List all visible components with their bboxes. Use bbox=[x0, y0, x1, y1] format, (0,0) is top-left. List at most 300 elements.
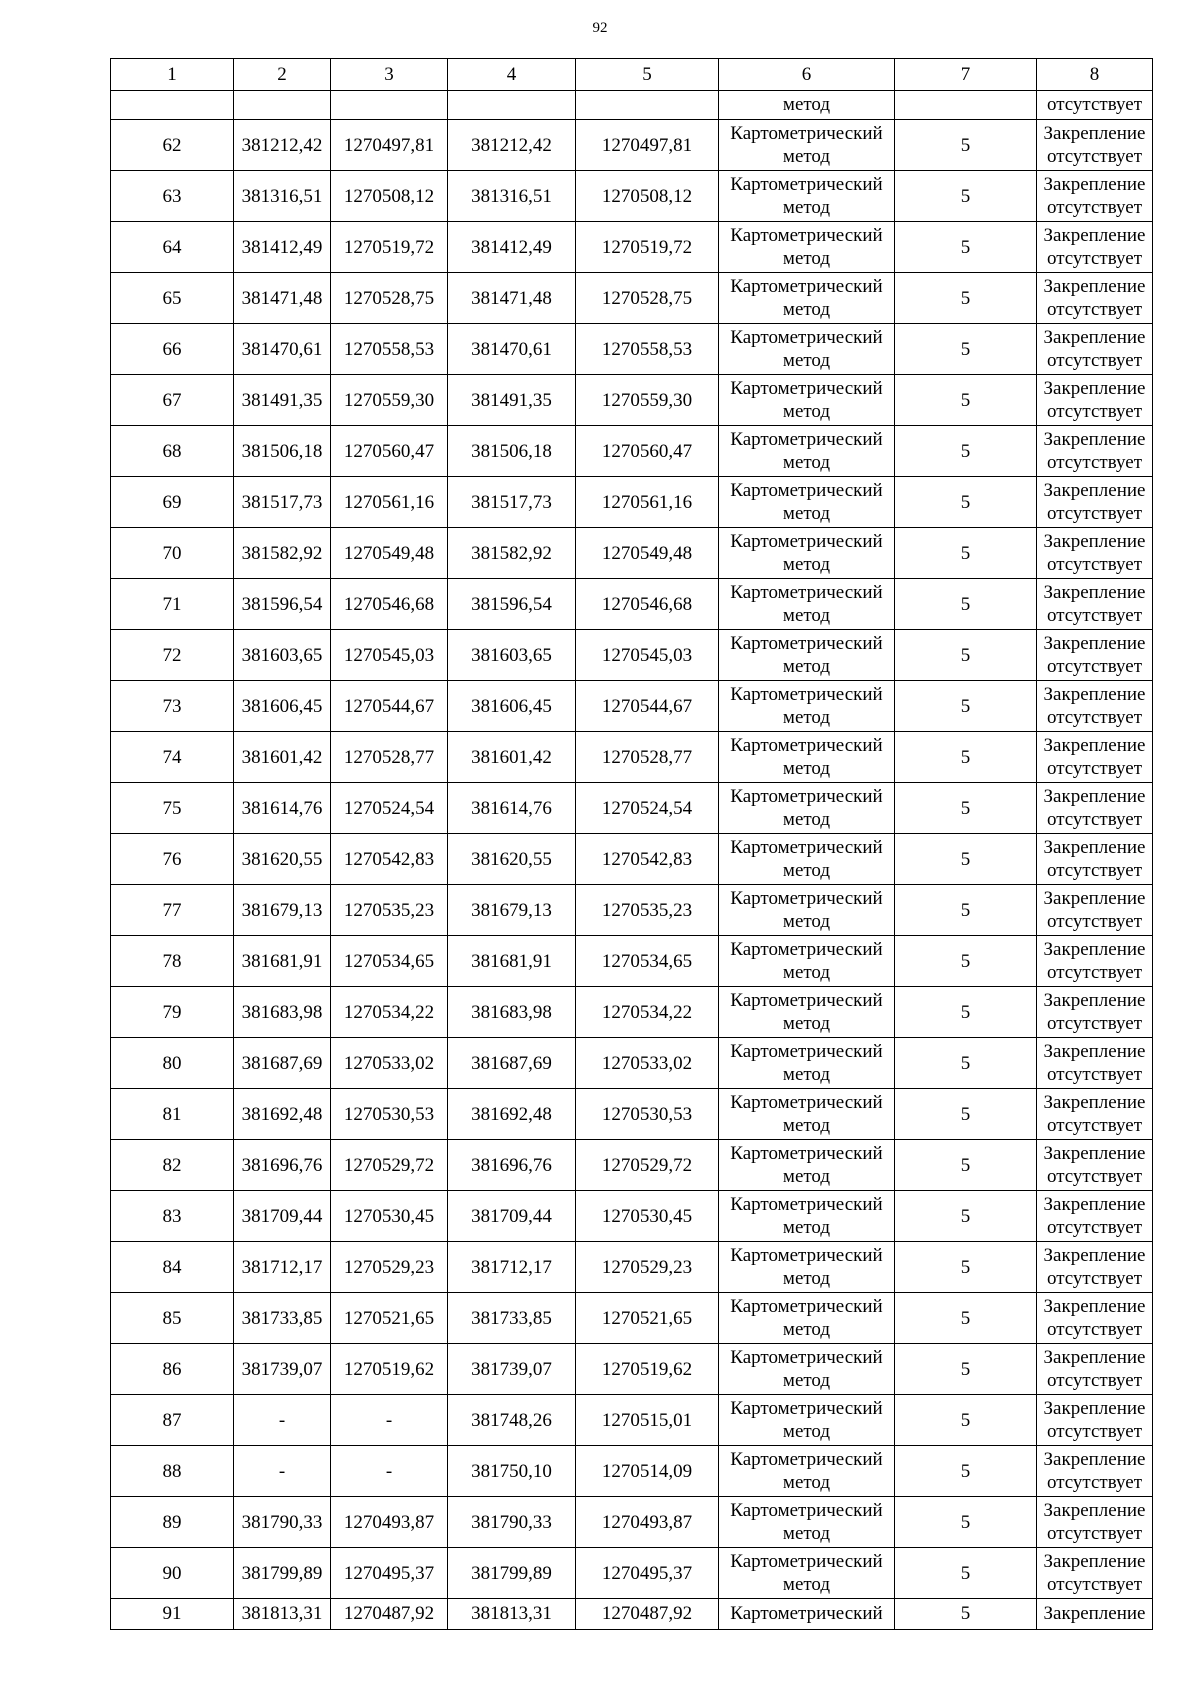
method-cell-line-2: метод bbox=[782, 1472, 831, 1493]
existing-x-cell: 381799,89 bbox=[234, 1548, 331, 1599]
table-cell bbox=[576, 91, 719, 120]
existing-y-cell: 1270534,22 bbox=[331, 987, 448, 1038]
table-row bbox=[111, 783, 1153, 834]
accuracy-cell: 5 bbox=[895, 1344, 1037, 1395]
point-number-cell: 84 bbox=[111, 1242, 234, 1293]
method-cell bbox=[719, 1140, 895, 1191]
point-number-cell: 66 bbox=[111, 324, 234, 375]
point-number-cell: 82 bbox=[111, 1140, 234, 1191]
fixation-cell bbox=[1037, 375, 1153, 426]
method-cell bbox=[719, 324, 895, 375]
fixation-cell-line-2: отсутствует bbox=[1046, 248, 1143, 269]
fixation-cell bbox=[1037, 1242, 1153, 1293]
existing-x-cell: 381471,48 bbox=[234, 273, 331, 324]
method-cell-line-1: Картометрический bbox=[730, 480, 883, 501]
column-header: 8 bbox=[1037, 59, 1153, 91]
fixation-cell-line-2: отсутствует bbox=[1046, 197, 1143, 218]
new-y-cell: 1270530,45 bbox=[576, 1191, 719, 1242]
fixation-cell bbox=[1037, 1191, 1153, 1242]
point-number-cell: 77 bbox=[111, 885, 234, 936]
column-header: 7 bbox=[895, 59, 1037, 91]
table-row bbox=[111, 579, 1153, 630]
new-x-cell: 381687,69 bbox=[448, 1038, 576, 1089]
method-cell bbox=[719, 834, 895, 885]
method-cell-line-2: метод bbox=[782, 503, 831, 524]
table-cell bbox=[331, 91, 448, 120]
new-x-cell: 381679,13 bbox=[448, 885, 576, 936]
accuracy-cell: 5 bbox=[895, 1497, 1037, 1548]
method-cell-line-2: метод bbox=[782, 299, 831, 320]
table-row bbox=[111, 732, 1153, 783]
new-x-cell: 381748,26 bbox=[448, 1395, 576, 1446]
method-cell bbox=[719, 1242, 895, 1293]
method-cell-line-1: Картометрический bbox=[730, 531, 883, 552]
table-row bbox=[111, 1038, 1153, 1089]
existing-x-cell: 381517,73 bbox=[234, 477, 331, 528]
fixation-cell bbox=[1037, 885, 1153, 936]
point-number-cell: 70 bbox=[111, 528, 234, 579]
new-x-cell: 381620,55 bbox=[448, 834, 576, 885]
accuracy-cell: 5 bbox=[895, 477, 1037, 528]
existing-y-cell: 1270524,54 bbox=[331, 783, 448, 834]
method-cell bbox=[719, 885, 895, 936]
method-cell-line-2: метод bbox=[782, 1064, 831, 1085]
fixation-cell bbox=[1037, 1497, 1153, 1548]
new-x-cell: 381601,42 bbox=[448, 732, 576, 783]
table-row bbox=[111, 1089, 1153, 1140]
method-cell-line-1: Картометрический bbox=[730, 1347, 883, 1368]
new-y-cell: 1270558,53 bbox=[576, 324, 719, 375]
fixation-cell-line-1: Закрепление bbox=[1043, 1449, 1146, 1470]
fixation-cell-line-1: Закрепление bbox=[1043, 1500, 1146, 1521]
method-cell-line-2: метод bbox=[782, 1319, 831, 1340]
new-x-cell: 381603,65 bbox=[448, 630, 576, 681]
accuracy-cell: 5 bbox=[895, 834, 1037, 885]
accuracy-cell: 5 bbox=[895, 171, 1037, 222]
method-cell bbox=[719, 987, 895, 1038]
method-cell-line-1: Картометрический bbox=[730, 1245, 883, 1266]
method-cell bbox=[719, 1395, 895, 1446]
table-row bbox=[111, 120, 1153, 171]
method-cell bbox=[719, 477, 895, 528]
new-x-cell: 381491,35 bbox=[448, 375, 576, 426]
fixation-cell bbox=[1037, 324, 1153, 375]
fixation-cell bbox=[1037, 1038, 1153, 1089]
accuracy-cell: 5 bbox=[895, 579, 1037, 630]
method-cell bbox=[719, 1446, 895, 1497]
method-cell-line-2: метод bbox=[782, 146, 831, 167]
fixation-cell bbox=[1037, 681, 1153, 732]
fixation-cell-line-1: Закрепление bbox=[1043, 582, 1146, 603]
new-y-cell: 1270529,23 bbox=[576, 1242, 719, 1293]
table-row bbox=[111, 171, 1153, 222]
method-cell bbox=[719, 1497, 895, 1548]
new-x-cell: 381212,42 bbox=[448, 120, 576, 171]
method-cell bbox=[719, 936, 895, 987]
accuracy-cell: 5 bbox=[895, 1038, 1037, 1089]
new-y-cell: 1270549,48 bbox=[576, 528, 719, 579]
accuracy-cell: 5 bbox=[895, 681, 1037, 732]
fixation-cell-line-2: отсутствует bbox=[1046, 401, 1143, 422]
fixation-cell bbox=[1037, 732, 1153, 783]
point-number-cell: 80 bbox=[111, 1038, 234, 1089]
existing-x-cell: 381603,65 bbox=[234, 630, 331, 681]
fixation-cell-line-2: отсутствует bbox=[1046, 1064, 1143, 1085]
existing-y-cell: 1270533,02 bbox=[331, 1038, 448, 1089]
point-number-cell: 62 bbox=[111, 120, 234, 171]
fixation-cell-line-2: отсутствует bbox=[1046, 452, 1143, 473]
existing-x-cell: 381813,31 bbox=[234, 1599, 331, 1630]
method-cell-line-1: Картометрический bbox=[730, 1041, 883, 1062]
new-y-cell: 1270497,81 bbox=[576, 120, 719, 171]
existing-y-cell: 1270528,77 bbox=[331, 732, 448, 783]
fixation-cell-line-2: отсутствует bbox=[1046, 656, 1143, 677]
method-cell-line-1: Картометрический bbox=[730, 1398, 883, 1419]
existing-y-cell: 1270560,47 bbox=[331, 426, 448, 477]
accuracy-cell: 5 bbox=[895, 885, 1037, 936]
fixation-cell-line-1: Закрепление bbox=[1043, 531, 1146, 552]
method-cell-line-1: Картометрический bbox=[730, 990, 883, 1011]
accuracy-cell: 5 bbox=[895, 1140, 1037, 1191]
existing-x-cell: 381687,69 bbox=[234, 1038, 331, 1089]
accuracy-cell: 5 bbox=[895, 1242, 1037, 1293]
point-number-cell: 64 bbox=[111, 222, 234, 273]
new-x-cell: 381681,91 bbox=[448, 936, 576, 987]
accuracy-cell: 5 bbox=[895, 1191, 1037, 1242]
existing-y-cell: 1270559,30 bbox=[331, 375, 448, 426]
point-number-cell: 86 bbox=[111, 1344, 234, 1395]
fixation-cell bbox=[1037, 1089, 1153, 1140]
existing-y-cell: 1270529,72 bbox=[331, 1140, 448, 1191]
fixation-cell-line-1: Закрепление bbox=[1043, 1347, 1146, 1368]
existing-y-cell: 1270534,65 bbox=[331, 936, 448, 987]
method-cell-line-2: метод bbox=[782, 350, 831, 371]
fixation-cell-line-1: Закрепление bbox=[1043, 990, 1146, 1011]
method-cell-line-2: метод bbox=[782, 809, 831, 830]
existing-x-cell: 381582,92 bbox=[234, 528, 331, 579]
fixation-cell-line-2: отсутствует bbox=[1046, 707, 1143, 728]
method-cell bbox=[719, 1548, 895, 1599]
point-number-cell: 67 bbox=[111, 375, 234, 426]
new-x-cell: 381470,61 bbox=[448, 324, 576, 375]
fixation-cell-line-1: Закрепление bbox=[1043, 888, 1146, 909]
accuracy-cell: 5 bbox=[895, 222, 1037, 273]
coordinates-table bbox=[110, 58, 1153, 1630]
table-row bbox=[111, 630, 1153, 681]
new-y-cell: 1270534,22 bbox=[576, 987, 719, 1038]
fixation-cell: Закрепление bbox=[1037, 1599, 1153, 1630]
point-number-cell: 75 bbox=[111, 783, 234, 834]
new-y-cell: 1270524,54 bbox=[576, 783, 719, 834]
fixation-cell-line-2: отсутствует bbox=[1046, 1421, 1143, 1442]
table-row bbox=[111, 885, 1153, 936]
new-x-cell: 381606,45 bbox=[448, 681, 576, 732]
fixation-cell: отсутствует bbox=[1037, 91, 1153, 120]
fixation-cell-line-1: Закрепление bbox=[1043, 684, 1146, 705]
fixation-cell-line-2: отсутствует bbox=[1046, 1472, 1143, 1493]
method-cell bbox=[719, 120, 895, 171]
method-cell-line-2: метод bbox=[782, 1574, 831, 1595]
existing-y-cell: 1270530,53 bbox=[331, 1089, 448, 1140]
method-cell bbox=[719, 222, 895, 273]
fixation-cell-line-2: отсутствует bbox=[1046, 1013, 1143, 1034]
column-header: 1 bbox=[111, 59, 234, 91]
method-cell-line-1: Картометрический bbox=[730, 1449, 883, 1470]
existing-y-cell: 1270528,75 bbox=[331, 273, 448, 324]
method-cell bbox=[719, 1344, 895, 1395]
method-cell-line-2: метод bbox=[782, 248, 831, 269]
method-cell-line-1: Картометрический bbox=[730, 582, 883, 603]
new-y-cell: 1270515,01 bbox=[576, 1395, 719, 1446]
point-number-cell: 78 bbox=[111, 936, 234, 987]
existing-x-cell: - bbox=[234, 1446, 331, 1497]
fixation-cell-line-1: Закрепление bbox=[1043, 1143, 1146, 1164]
table-row bbox=[111, 1395, 1153, 1446]
fixation-cell bbox=[1037, 834, 1153, 885]
fixation-cell-line-1: Закрепление bbox=[1043, 1194, 1146, 1215]
existing-y-cell: 1270521,65 bbox=[331, 1293, 448, 1344]
fixation-cell bbox=[1037, 120, 1153, 171]
fixation-cell bbox=[1037, 783, 1153, 834]
fixation-cell-line-2: отсутствует bbox=[1046, 1115, 1143, 1136]
fixation-cell-line-2: отсутствует bbox=[1046, 554, 1143, 575]
fixation-cell bbox=[1037, 273, 1153, 324]
table-row bbox=[111, 1344, 1153, 1395]
accuracy-cell: 5 bbox=[895, 1446, 1037, 1497]
fixation-cell bbox=[1037, 222, 1153, 273]
new-y-cell: 1270495,37 bbox=[576, 1548, 719, 1599]
method-cell-line-2: метод bbox=[782, 911, 831, 932]
fixation-cell-line-2: отсутствует bbox=[1046, 1370, 1143, 1391]
fixation-cell-line-1: Закрепление bbox=[1043, 1398, 1146, 1419]
fixation-cell-line-1: Закрепление bbox=[1043, 225, 1146, 246]
new-x-cell: 381733,85 bbox=[448, 1293, 576, 1344]
method-cell-line-1: Картометрический bbox=[730, 1500, 883, 1521]
fixation-cell-line-1: Закрепление bbox=[1043, 378, 1146, 399]
point-number-cell: 90 bbox=[111, 1548, 234, 1599]
fixation-cell-line-2: отсутствует bbox=[1046, 605, 1143, 626]
method-cell-line-1: Картометрический bbox=[730, 1143, 883, 1164]
method-cell bbox=[719, 1293, 895, 1344]
method-cell bbox=[719, 630, 895, 681]
existing-y-cell: 1270519,72 bbox=[331, 222, 448, 273]
table-row bbox=[111, 477, 1153, 528]
point-number-cell: 71 bbox=[111, 579, 234, 630]
method-cell bbox=[719, 171, 895, 222]
point-number-cell: 89 bbox=[111, 1497, 234, 1548]
accuracy-cell: 5 bbox=[895, 1548, 1037, 1599]
table-row bbox=[111, 1140, 1153, 1191]
accuracy-cell: 5 bbox=[895, 375, 1037, 426]
page-number: 92 bbox=[592, 20, 608, 36]
accuracy-cell: 5 bbox=[895, 120, 1037, 171]
fixation-cell bbox=[1037, 936, 1153, 987]
method-cell: Картометрический bbox=[719, 1599, 895, 1630]
existing-y-cell: 1270549,48 bbox=[331, 528, 448, 579]
table-cell bbox=[234, 91, 331, 120]
table-row bbox=[111, 1599, 1153, 1630]
new-x-cell: 381517,73 bbox=[448, 477, 576, 528]
existing-y-cell: 1270530,45 bbox=[331, 1191, 448, 1242]
fixation-cell-line-1: Закрепление bbox=[1043, 1551, 1146, 1572]
fixation-cell-line-1: Закрепление bbox=[1043, 429, 1146, 450]
existing-x-cell: 381709,44 bbox=[234, 1191, 331, 1242]
accuracy-cell: 5 bbox=[895, 528, 1037, 579]
fixation-cell bbox=[1037, 1446, 1153, 1497]
existing-y-cell: 1270487,92 bbox=[331, 1599, 448, 1630]
new-x-cell: 381790,33 bbox=[448, 1497, 576, 1548]
fixation-cell-line-2: отсутствует bbox=[1046, 1217, 1143, 1238]
accuracy-cell: 5 bbox=[895, 783, 1037, 834]
method-cell-line-1: Картометрический bbox=[730, 429, 883, 450]
new-x-cell: 381614,76 bbox=[448, 783, 576, 834]
method-cell-line-2: метод bbox=[782, 860, 831, 881]
new-x-cell: 381709,44 bbox=[448, 1191, 576, 1242]
fixation-cell-line-2: отсутствует bbox=[1046, 299, 1143, 320]
new-y-cell: 1270559,30 bbox=[576, 375, 719, 426]
fixation-cell-line-1: Закрепление bbox=[1043, 837, 1146, 858]
accuracy-cell: 5 bbox=[895, 1089, 1037, 1140]
accuracy-cell: 5 bbox=[895, 426, 1037, 477]
accuracy-cell: 5 bbox=[895, 732, 1037, 783]
new-x-cell: 381596,54 bbox=[448, 579, 576, 630]
new-x-cell: 381582,92 bbox=[448, 528, 576, 579]
existing-x-cell: 381712,17 bbox=[234, 1242, 331, 1293]
method-cell-line-1: Картометрический bbox=[730, 1296, 883, 1317]
existing-x-cell: 381620,55 bbox=[234, 834, 331, 885]
method-cell-line-1: Картометрический bbox=[730, 174, 883, 195]
column-header: 6 bbox=[719, 59, 895, 91]
method-cell-line-2: метод bbox=[782, 1013, 831, 1034]
new-y-cell: 1270542,83 bbox=[576, 834, 719, 885]
fixation-cell-line-2: отсутствует bbox=[1046, 758, 1143, 779]
existing-x-cell: 381470,61 bbox=[234, 324, 331, 375]
point-number-cell: 91 bbox=[111, 1599, 234, 1630]
method-cell-line-2: метод bbox=[782, 197, 831, 218]
continuation-row bbox=[111, 91, 1153, 120]
method-cell bbox=[719, 1089, 895, 1140]
new-x-cell: 381750,10 bbox=[448, 1446, 576, 1497]
table-cell bbox=[111, 91, 234, 120]
accuracy-cell: 5 bbox=[895, 1293, 1037, 1344]
table-cell bbox=[448, 91, 576, 120]
method-cell bbox=[719, 1038, 895, 1089]
fixation-cell-line-1: Закрепление bbox=[1043, 786, 1146, 807]
existing-y-cell: - bbox=[331, 1395, 448, 1446]
point-number-cell: 88 bbox=[111, 1446, 234, 1497]
fixation-cell-line-2: отсутствует bbox=[1046, 1319, 1143, 1340]
existing-y-cell: 1270561,16 bbox=[331, 477, 448, 528]
existing-y-cell: 1270497,81 bbox=[331, 120, 448, 171]
fixation-cell-line-1: Закрепление bbox=[1043, 123, 1146, 144]
existing-y-cell: 1270535,23 bbox=[331, 885, 448, 936]
point-number-cell: 74 bbox=[111, 732, 234, 783]
existing-x-cell: 381316,51 bbox=[234, 171, 331, 222]
point-number-cell: 81 bbox=[111, 1089, 234, 1140]
table-row bbox=[111, 936, 1153, 987]
method-cell-line-2: метод bbox=[782, 1166, 831, 1187]
method-cell bbox=[719, 426, 895, 477]
method-cell-line-2: метод bbox=[782, 554, 831, 575]
table-row bbox=[111, 1497, 1153, 1548]
method-cell-line-1: Картометрический bbox=[730, 276, 883, 297]
table-row bbox=[111, 1191, 1153, 1242]
fixation-cell-line-1: Закрепление bbox=[1043, 939, 1146, 960]
point-number-cell: 69 bbox=[111, 477, 234, 528]
fixation-cell-line-1: Закрепление bbox=[1043, 1245, 1146, 1266]
accuracy-cell: 5 bbox=[895, 630, 1037, 681]
new-y-cell: 1270529,72 bbox=[576, 1140, 719, 1191]
method-cell bbox=[719, 681, 895, 732]
fixation-cell bbox=[1037, 1140, 1153, 1191]
new-x-cell: 381471,48 bbox=[448, 273, 576, 324]
method-cell bbox=[719, 375, 895, 426]
fixation-cell-line-2: отсутствует bbox=[1046, 503, 1143, 524]
method-cell-line-2: метод bbox=[782, 1370, 831, 1391]
existing-x-cell: 381681,91 bbox=[234, 936, 331, 987]
existing-y-cell: 1270508,12 bbox=[331, 171, 448, 222]
method-cell bbox=[719, 732, 895, 783]
method-cell bbox=[719, 273, 895, 324]
new-y-cell: 1270560,47 bbox=[576, 426, 719, 477]
existing-x-cell: 381739,07 bbox=[234, 1344, 331, 1395]
table-row bbox=[111, 273, 1153, 324]
new-y-cell: 1270534,65 bbox=[576, 936, 719, 987]
fixation-cell-line-2: отсутствует bbox=[1046, 860, 1143, 881]
new-x-cell: 381692,48 bbox=[448, 1089, 576, 1140]
existing-x-cell: 381692,48 bbox=[234, 1089, 331, 1140]
fixation-cell bbox=[1037, 528, 1153, 579]
method-cell-line-2: метод bbox=[782, 401, 831, 422]
fixation-cell-line-2: отсутствует bbox=[1046, 1574, 1143, 1595]
fixation-cell-line-1: Закрепление bbox=[1043, 1092, 1146, 1113]
column-number-row bbox=[111, 59, 1153, 91]
new-y-cell: 1270528,77 bbox=[576, 732, 719, 783]
existing-y-cell: 1270542,83 bbox=[331, 834, 448, 885]
table-row bbox=[111, 834, 1153, 885]
new-x-cell: 381696,76 bbox=[448, 1140, 576, 1191]
method-cell-line-2: метод bbox=[782, 1115, 831, 1136]
new-x-cell: 381316,51 bbox=[448, 171, 576, 222]
fixation-cell bbox=[1037, 579, 1153, 630]
new-y-cell: 1270508,12 bbox=[576, 171, 719, 222]
existing-x-cell: 381212,42 bbox=[234, 120, 331, 171]
point-number-cell: 73 bbox=[111, 681, 234, 732]
fixation-cell bbox=[1037, 1293, 1153, 1344]
fixation-cell bbox=[1037, 987, 1153, 1038]
point-number-cell: 63 bbox=[111, 171, 234, 222]
existing-y-cell: 1270544,67 bbox=[331, 681, 448, 732]
table-row bbox=[111, 1446, 1153, 1497]
new-y-cell: 1270493,87 bbox=[576, 1497, 719, 1548]
method-cell bbox=[719, 1191, 895, 1242]
existing-y-cell: 1270519,62 bbox=[331, 1344, 448, 1395]
fixation-cell-line-1: Закрепление bbox=[1043, 1041, 1146, 1062]
method-cell-line-1: Картометрический bbox=[730, 1092, 883, 1113]
method-cell-line-2: метод bbox=[782, 1217, 831, 1238]
method-cell-line-2: метод bbox=[782, 707, 831, 728]
table-row bbox=[111, 987, 1153, 1038]
existing-x-cell: 381733,85 bbox=[234, 1293, 331, 1344]
method-cell-line-1: Картометрический bbox=[730, 123, 883, 144]
point-number-cell: 79 bbox=[111, 987, 234, 1038]
table-row bbox=[111, 1242, 1153, 1293]
new-y-cell: 1270545,03 bbox=[576, 630, 719, 681]
method-cell bbox=[719, 528, 895, 579]
accuracy-cell: 5 bbox=[895, 1395, 1037, 1446]
method-cell-line-1: Картометрический bbox=[730, 888, 883, 909]
table-row bbox=[111, 528, 1153, 579]
